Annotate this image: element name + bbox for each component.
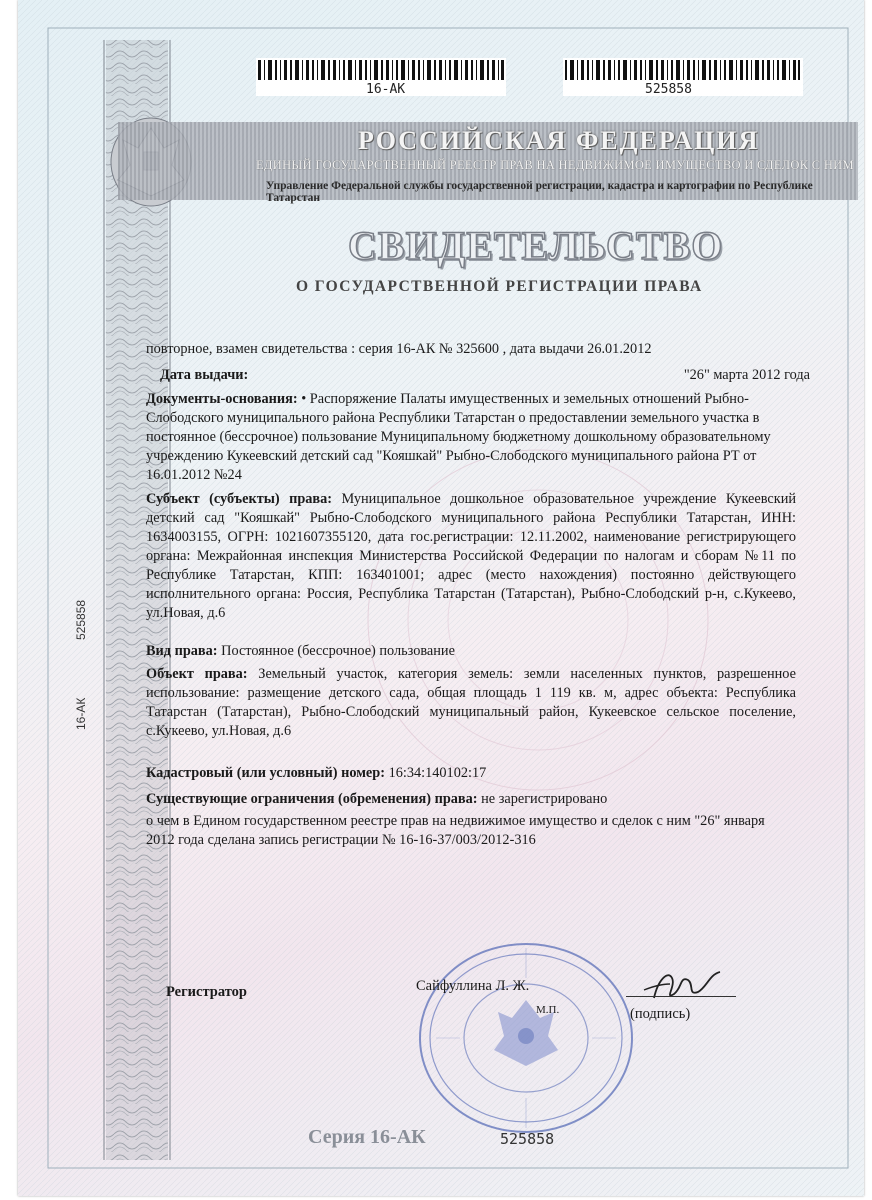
side-number: 525858 [74, 599, 88, 640]
office-title: Управление Федеральной службы государственной регистрации, кадастра и картографии по Республике Татарстан [266, 180, 813, 204]
footer-number: 525858 [500, 1130, 555, 1148]
restrictions-value: не зарегистрировано [477, 791, 608, 807]
subject-label: Субъект (субъекты) права: [146, 491, 333, 507]
registry-title: ЕДИНЫЙ ГОСУДАРСТВЕННЫЙ РЕЕСТР ПРАВ НА НЕДВИЖИМОЕ ИМУЩЕСТВО И СДЕЛОК С НИМ [256, 158, 854, 172]
object-label: Объект права: [146, 666, 248, 682]
issue-date-value: "26" марта 2012 года [683, 367, 810, 383]
official-seal-icon [416, 938, 636, 1138]
cadastral-value: 16:34:140102:17 [385, 765, 487, 781]
subject-of-right [146, 490, 796, 623]
restrictions-label: Существующие ограничения (обременения) права: [146, 791, 478, 807]
barcode-right-number: 525858 [645, 82, 692, 97]
registrar-label: Регистратор [166, 984, 247, 1000]
certificate-sheet [18, 0, 864, 1196]
registrar-name: Сайфуллина Л. Ж. [416, 978, 530, 994]
side-series: 16-АК [74, 697, 88, 730]
signature-scribble-icon [624, 960, 744, 1010]
reissue-line: повторное, взамен свидетельства : серия 16-АК № 325600 , дата выдачи 26.01.2012 [146, 341, 652, 357]
cadastral-label: Кадастровый (или условный) номер: [146, 765, 385, 781]
documents-basis-value: • Распоряжение Палаты имущественных и земельных отношений Рыбно-Слободского муниципального района Республики Татарстан о предоставлении земельного участка в постоянное (бессрочное) пользование Муниципальному бюджетному дошкольному образовательному учреждению Кукеевский детский сад "Кояшкай" Рыбно-Слободского муниципального района РТ от 16.01.2012 №24 [146, 391, 771, 483]
object-value: Земельный участок, категория земель: земли населенных пунктов, разрешенное использование: размещение детского сада, общая площадь 1 119 кв. м, адрес объекта: Республика Татарстан (Татарстан), Рыбно-Слободский муниципальный район, Кукеевское сельское поселение, с.Кукеево, ул.Новая, д.6 [146, 666, 796, 739]
issue-date-label: Дата выдачи: [160, 367, 249, 383]
barcode-right [563, 58, 803, 96]
documents-basis [146, 390, 796, 485]
right-type-value: Постоянное (бессрочное) пользование [217, 643, 455, 659]
cadastral-number [146, 764, 796, 783]
certificate-subtitle: О ГОСУДАРСТВЕННОЙ РЕГИСТРАЦИИ ПРАВА [296, 278, 703, 295]
subject-value: Муниципальное дошкольное образовательное учреждение Кукеевский детский сад "Кояшкай" Рыбно-Слободского муниципального района Республики Татарстан, ИНН: 1634003155, ОГРН: 1021607355120, дата гос.регистрации: 12.11.2002, наименование регистрирующего органа: Межрайонная инспекция Министерства Российской Федерации по налогам и сборам №11 по Республике Татарстан, КПП: 163401001; адрес (место нахождения) постоянно действующего исполнительного органа: Россия, Республика Татарстан (Татарстан), Рыбно-Слободский р-н, с.Кукеево, ул.Новая, д.6 [146, 491, 796, 621]
object-of-right [146, 665, 796, 741]
registration-record: о чем в Едином государственном реестре прав на недвижимое имущество и сделок с ним "26" января 2012 года сделана запись регистрации № 16-16-37/003/2012-316 [146, 813, 765, 848]
country-title: РОССИЙСКАЯ ФЕДЕРАЦИЯ [358, 126, 760, 155]
footer-series: Серия 16-АК [308, 1126, 426, 1148]
restrictions [146, 790, 796, 809]
right-type-label: Вид права: [146, 643, 218, 659]
issue-date-row [146, 366, 810, 385]
documents-basis-label: Документы-основания: [146, 391, 298, 407]
barcode-left [256, 58, 506, 96]
certificate-title: СВИДЕТЕЛЬСТВО [348, 223, 724, 268]
right-type [146, 642, 796, 661]
signature-line [626, 996, 736, 997]
barcode-left-number: 16-AK [366, 82, 406, 97]
signature-caption: (подпись) [630, 1006, 691, 1022]
stamp-mark: М.П. [536, 1004, 560, 1016]
